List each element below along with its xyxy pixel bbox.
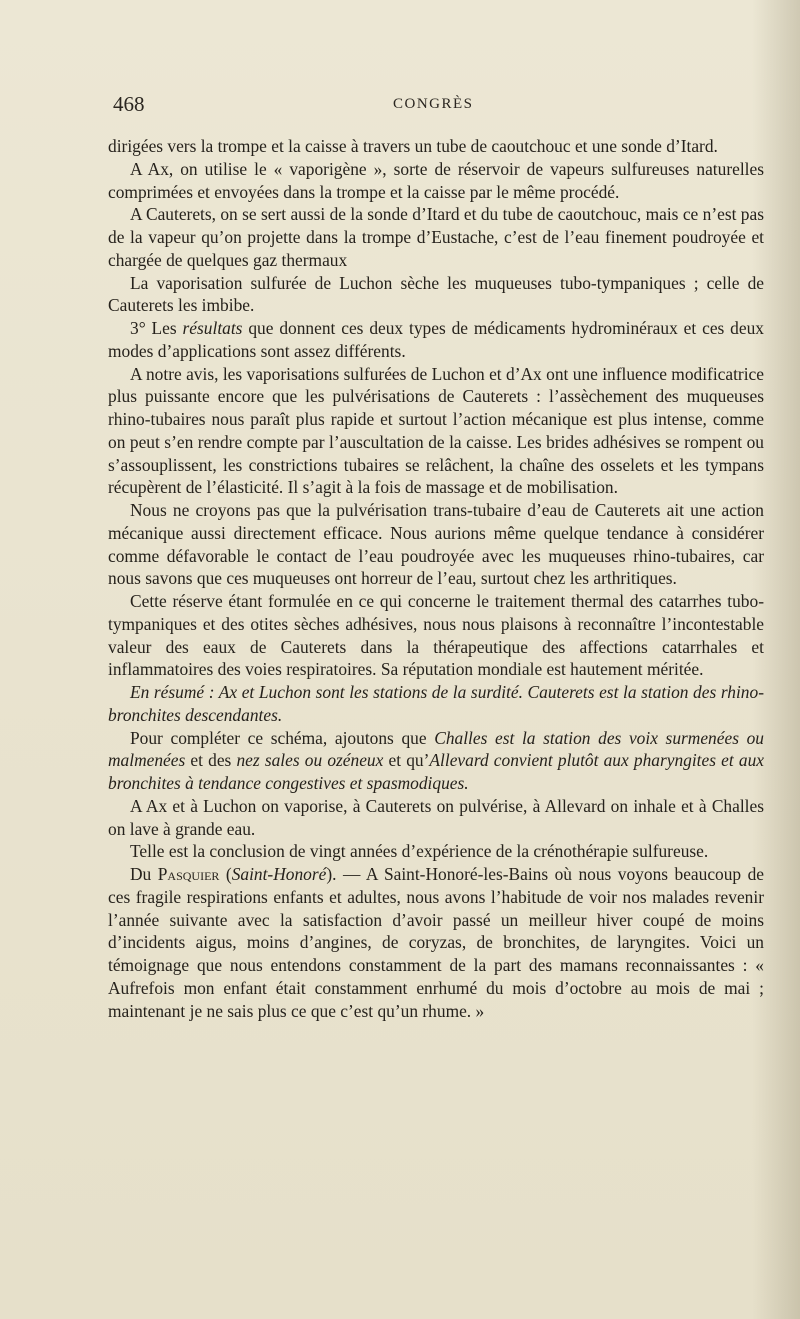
paragraph: La vaporisation sulfurée de Luchon sèche les muqueuses tubo-tympaniques ; celle de Cauterets les imbibe.: [108, 272, 764, 316]
text-run: Du: [130, 864, 158, 884]
paragraph-summary: [108, 681, 764, 727]
paragraph: Nous ne croyons pas que la pulvérisation trans-tubaire d’eau de Cauterets ait une action mécanique aussi directement efficace. Nous aurions même quelque tendance à considérer comme défavorable le contact de l’eau poudroyée avec les muqueuses rhino-tubaires, car nous savons que ces muqueuses ont horreur de l’eau, surtout chez les arthritiques.: [108, 500, 764, 589]
paragraph: A Ax et à Luchon on vaporise, à Cauterets on pulvérise, à Allevard on inhale et à Challes on lave à grande eau.: [108, 795, 764, 839]
paragraph: Cette réserve étant formulée en ce qui concerne le traitement thermal des catarrhes tubo-tympaniques et des otites sèches adhésives, nous nous plaisons à reconnaître l’incontestable valeur des eaux de Cauterets dans la thérapeutique des affections catarrhales et inflammatoires des voies respiratoires. Sa réputation mondiale est hautement méritée.: [108, 591, 764, 680]
paragraph: [108, 317, 764, 363]
text-run: et qu’: [383, 750, 430, 771]
italic-run: nez sales ou ozéneux: [236, 750, 384, 771]
text-run: Pour compléter ce schéma, ajoutons que: [130, 727, 435, 748]
italic-run: Saint-Honoré: [231, 864, 327, 884]
paragraph: [108, 727, 764, 795]
text-run: (: [219, 864, 232, 884]
italic-run: Challes est la station des voix surmenées ou malmenées: [108, 727, 764, 771]
text-run: 3° Les: [130, 318, 183, 338]
paragraph: Telle est la conclusion de vingt années d’expérience de la crénothérapie sulfureuse.: [130, 841, 709, 862]
text-run: et des: [185, 750, 237, 771]
italic-run: résultats: [182, 318, 243, 338]
paragraph: A notre avis, les vaporisations sulfurées de Luchon et d’Ax ont une influence modificatrice plus puissante encore que les pulvérisations de Cauterets : l’assèchement des muqueuses rhino-tubaires nous paraît plus rapide et surtout l’action mécanique est plus intense, comme on peut s’en rendre compte par l’auscultation de la caisse. Les brides adhésives se rompent ou s’assouplissent, les constrictions tubaires se relâchent, la chaîne des osselets et les tympans récupèrent de l’élasticité. Il s’agit à la fois de massage et de mobilisation.: [108, 363, 764, 498]
paragraph: A Cauterets, on se sert aussi de la sonde d’Itard et du tube de caoutchouc, mais ce n’est pas de la vapeur qu’on projette dans la trompe d’Eustache, c’est de l’eau finement poudroyée et chargée de quelques gaz thermaux: [108, 204, 764, 270]
paragraph: A Ax, on utilise le « vaporigène », sorte de réservoir de vapeurs sulfureuses naturelles comprimées et envoyées dans la trompe et la caisse par le même procédé.: [108, 158, 764, 202]
running-head: CONGRÈS: [393, 96, 474, 112]
page-header: [113, 92, 763, 120]
italic-run: En résumé : Ax et Luchon sont les stations de la surdité. Cauterets est la station des rhino-bronchites descendantes.: [108, 682, 764, 725]
paragraph: [108, 863, 764, 1022]
text-run: que donnent ces deux types de médicaments hydrominéraux et ces deux modes d’applications sont assez différents.: [108, 318, 764, 361]
italic-run: Allevard convient plutôt aux pharyngites et aux bronchites à tendance congestives et spasmodiques.: [108, 750, 764, 793]
author-name: Pasquier: [157, 864, 220, 884]
body-text: [108, 135, 764, 1022]
page-number: 468: [113, 92, 145, 116]
text-run: ). — A Saint-Honoré-les-Bains où nous voyons beaucoup de ces fragile respirations enfants et adultes, nous avons l’habitude de voir nos malades revenir l’année suivante avec la satisfaction d’avoir passé un meilleur hiver coupé de moins d’incidents aigus, moins d’angines, de coryzas, de bronchites, de laryngites. Voici un témoignage que nous entendons constamment de la part des mamans reconnaissantes : « Aufrefois mon enfant était constamment enrhumé du mois d’octobre au mois de mai ; maintenant je ne sais plus ce que c’est qu’un rhume. »: [108, 864, 765, 1021]
paragraph: dirigées vers la trompe et la caisse à travers un tube de caoutchouc et une sonde d’Itard.: [108, 136, 718, 156]
